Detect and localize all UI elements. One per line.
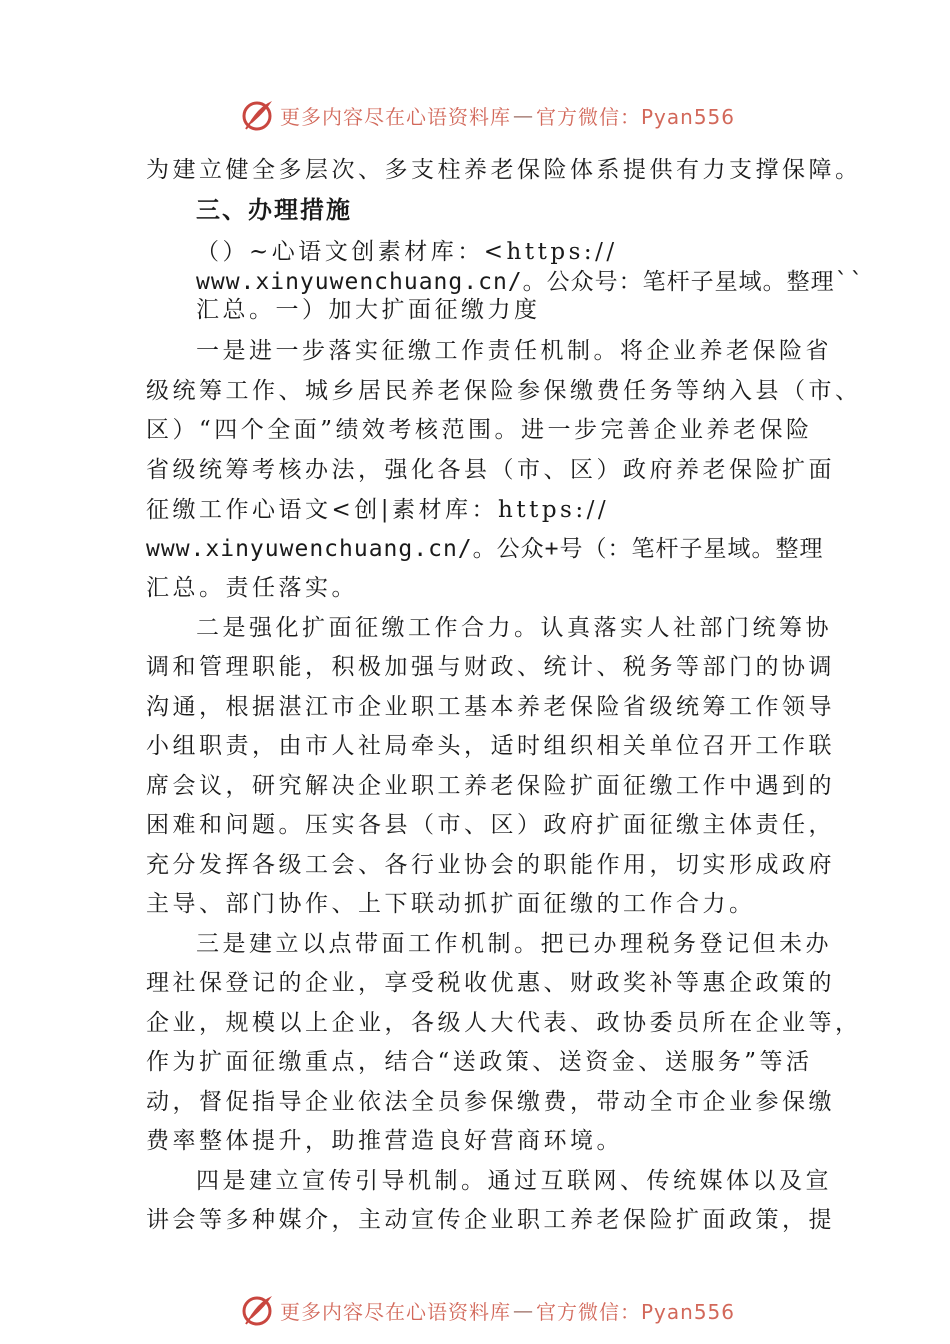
- paragraph-line: 企业，规模以上企业，各级人大代表、政协委员所在企业等，: [146, 1010, 862, 1036]
- paragraph-line: 三是建立以点带面工作机制。把已办理税务登记但未办: [196, 931, 832, 957]
- lead-line: 为建立健全多层次、多支柱养老保险体系提供有力支撑保障。: [146, 157, 862, 183]
- paragraph-line: 沟通，根据湛江市企业职工基本养老保险省级统筹工作领导: [146, 694, 835, 720]
- paragraph-line: 充分发挥各级工会、各行业协会的职能作用，切实形成政府: [146, 852, 835, 878]
- paragraph-line: 征缴工作心语文<创|素材库：https://: [146, 497, 610, 523]
- paragraph-line: 区）“四个全面”绩效考核范围。进一步完善企业养老保险: [146, 417, 813, 443]
- paragraph-line: 困难和问题。压实各县（市、区）政府扩面征缴主体责任，: [146, 812, 835, 838]
- paragraph-line: 主导、部门协作、上下联动抓扩面征缴的工作合力。: [146, 891, 756, 917]
- watermark-brand: 更多内容尽在心语资料库: [280, 1299, 511, 1324]
- paragraph-line: 省级统筹考核办法，强化各县（市、区）政府养老保险扩面: [146, 457, 835, 483]
- paragraph-line: 讲会等多种媒介，主动宣传企业职工养老保险扩面政策，提: [146, 1207, 835, 1233]
- paragraph-line: 二是强化扩面征缴工作合力。认真落实人社部门统筹协: [196, 615, 832, 641]
- paragraph-line: 费率整体提升，助推营造良好营商环境。: [146, 1128, 623, 1154]
- watermark-brand: 更多内容尽在心语资料库: [280, 104, 511, 129]
- paragraph-line: 一是进一步落实征缴工作责任机制。将企业养老保险省: [196, 338, 832, 364]
- section-heading: 三、办理措施: [196, 196, 352, 224]
- paragraph-line: 动，督促指导企业依法全员参保缴费，带动全市企业参保缴: [146, 1089, 835, 1115]
- paragraph-line: 席会议，研究解决企业职工养老保险扩面征缴工作中遇到的: [146, 773, 835, 799]
- paragraph-line: 作为扩面征缴重点，结合“送政策、送资金、送服务”等活: [146, 1049, 813, 1075]
- paragraph-line: 级统筹工作、城乡居民养老保险参保缴费任务等纳入县（市、: [146, 378, 862, 404]
- quill-seal-icon: [240, 1292, 276, 1328]
- watermark-wechat: 官方微信：Pyan556: [536, 104, 736, 129]
- watermark-banner-bottom: [240, 1290, 735, 1330]
- watermark-separator: —: [513, 103, 534, 127]
- injected-note-line: www.xinyuwenchuang.cn/。公众号：笔杆子星域。整理``: [196, 269, 865, 295]
- paragraph-line: www.xinyuwenchuang.cn/。公众+号（：笔杆子星域。整理: [146, 536, 824, 562]
- watermark-separator: —: [513, 1298, 534, 1322]
- paragraph-line: 四是建立宣传引导机制。通过互联网、传统媒体以及宣: [196, 1168, 832, 1194]
- paragraph-line: 汇总。责任落实。: [146, 575, 358, 601]
- quill-seal-icon: [240, 97, 276, 133]
- watermark-banner-top: [240, 95, 735, 135]
- paragraph-line: 调和管理职能，积极加强与财政、统计、税务等部门的协调: [146, 654, 835, 680]
- injected-note-line: （）~心语文创素材库：<https://: [196, 239, 618, 265]
- injected-note-line: 汇总。一）加大扩面征缴力度: [196, 297, 541, 323]
- watermark-wechat: 官方微信：Pyan556: [536, 1299, 736, 1324]
- paragraph-line: 理社保登记的企业，享受税收优惠、财政奖补等惠企政策的: [146, 970, 835, 996]
- paragraph-line: 小组职责，由市人社局牵头，适时组织相关单位召开工作联: [146, 733, 835, 759]
